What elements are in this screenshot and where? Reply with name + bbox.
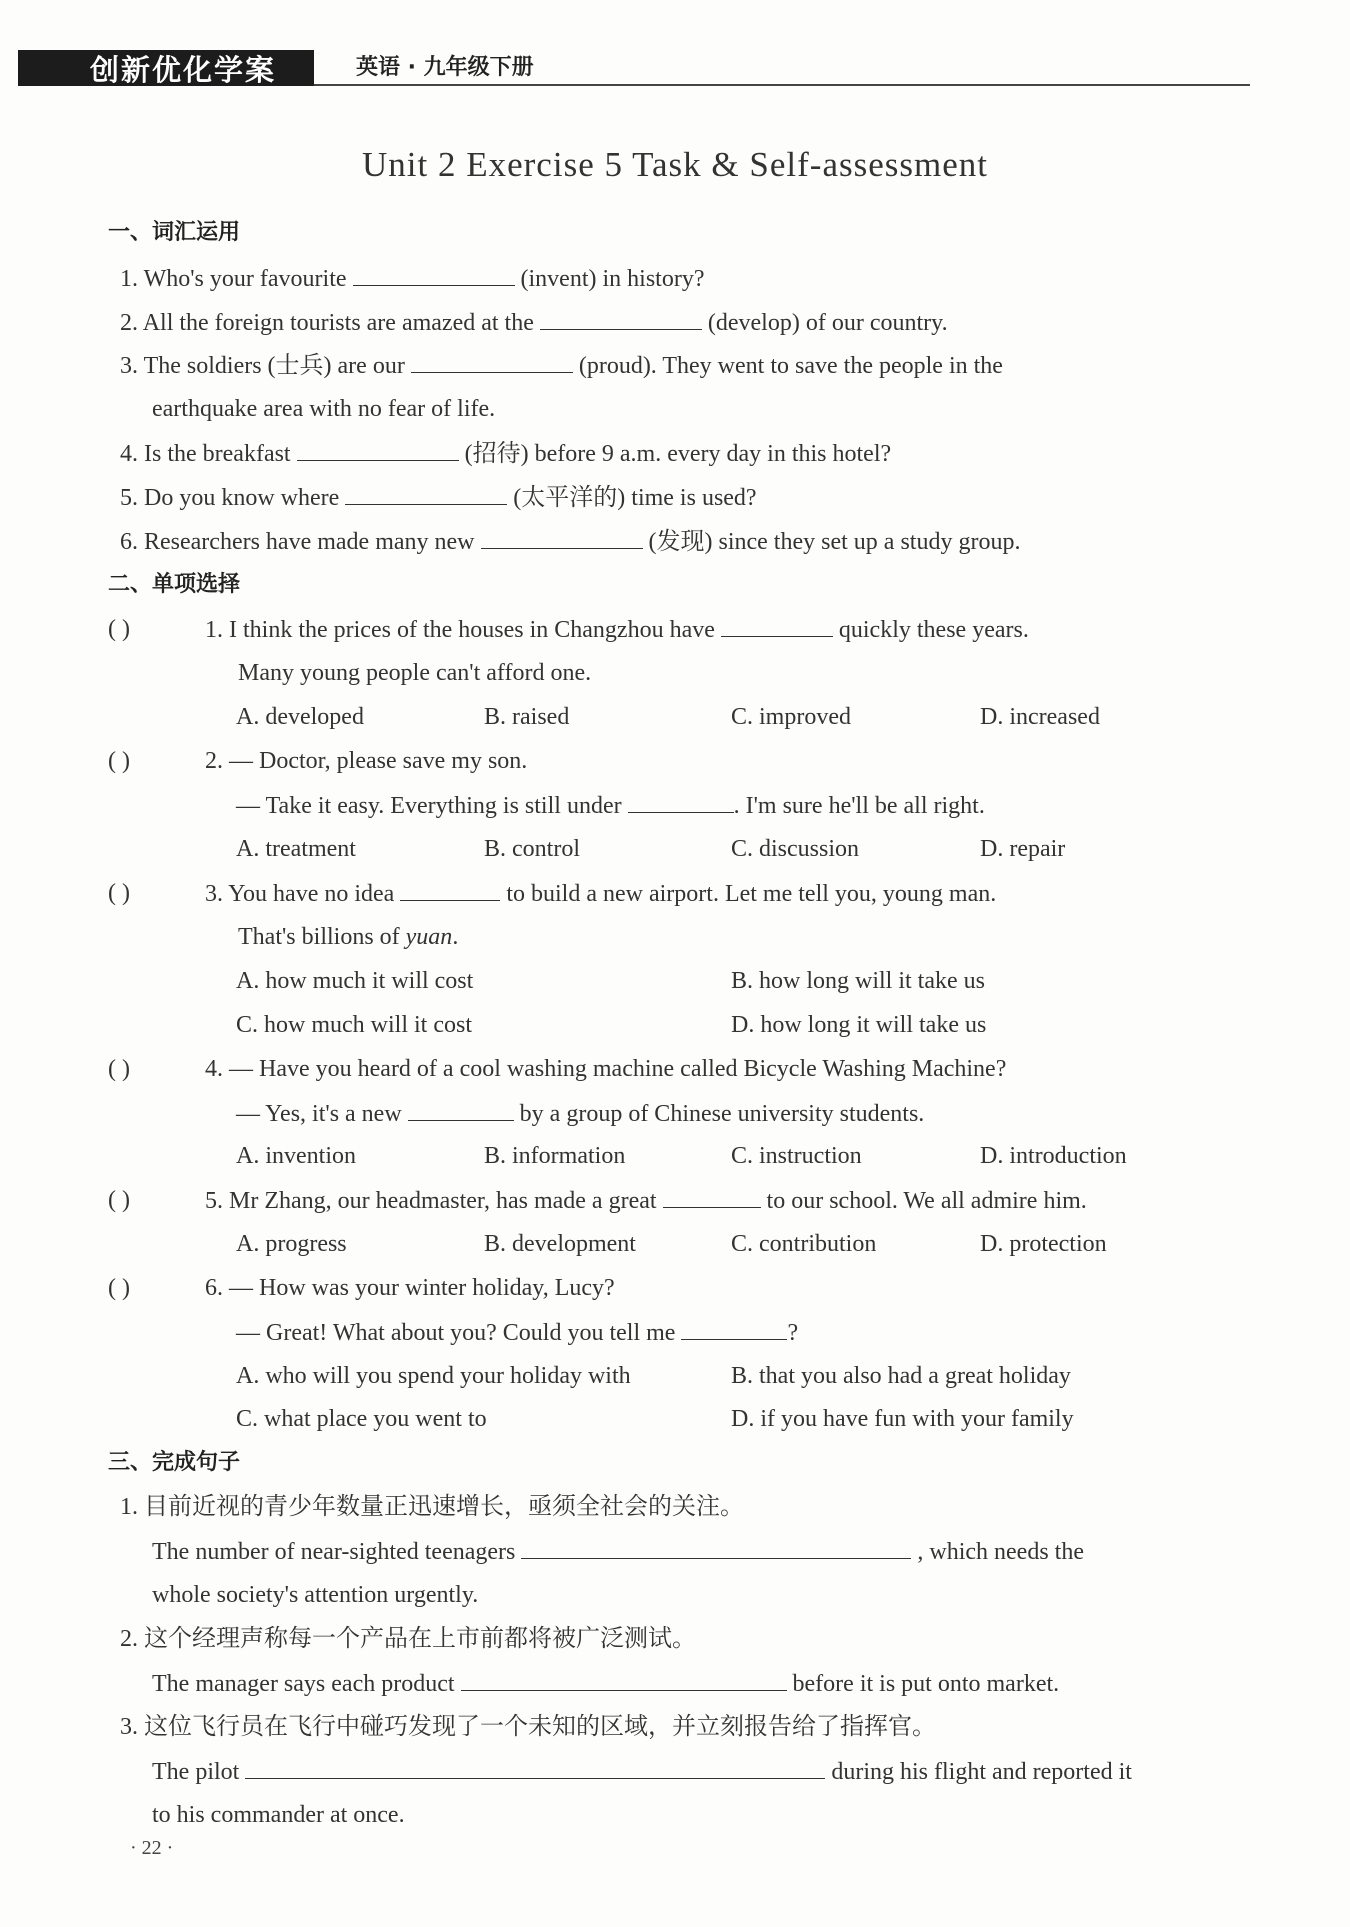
- vocab-item-1: 1. Who's your favourite (invent) in history?: [120, 263, 704, 294]
- page-number: · 22 ·: [130, 1837, 174, 1859]
- header-banner: [18, 50, 314, 86]
- option-d: D. how long it will take us: [731, 1012, 987, 1038]
- mc-question-4-cont: — Yes, it's a new by a group of Chinese university students.: [236, 1098, 924, 1129]
- option-b: B. information: [484, 1143, 626, 1169]
- answer-blank[interactable]: [245, 1756, 825, 1779]
- answer-bracket[interactable]: ( ): [108, 1056, 130, 1082]
- subject-label: 英语 · 九年级下册: [356, 55, 534, 80]
- option-c: C. what place you went to: [236, 1406, 487, 1432]
- section-heading-vocabulary: 一、词汇运用: [108, 220, 241, 245]
- mc-question-2: 2. — Doctor, please save my son.: [205, 748, 528, 774]
- section-heading-multiple-choice: 二、单项选择: [108, 572, 241, 597]
- answer-blank: [721, 614, 833, 637]
- sentence-item-3-en: The pilot during his flight and reported it: [152, 1756, 1132, 1787]
- answer-blank[interactable]: [540, 307, 702, 330]
- answer-blank[interactable]: [411, 350, 573, 373]
- mc-question-4: 4. — Have you heard of a cool washing machine called Bicycle Washing Machine?: [205, 1056, 1007, 1082]
- answer-blank[interactable]: [481, 526, 643, 549]
- option-c: C. discussion: [731, 836, 860, 862]
- option-d: D. if you have fun with your family: [731, 1406, 1074, 1432]
- option-d: D. introduction: [980, 1143, 1127, 1169]
- sentence-item-2-cn: 2. 这个经理声称每一个产品在上市前都将被广泛测试。: [120, 1626, 696, 1652]
- answer-blank: [663, 1185, 761, 1208]
- answer-blank[interactable]: [353, 263, 515, 286]
- mc-question-6: 6. — How was your winter holiday, Lucy?: [205, 1275, 615, 1301]
- option-d: D. repair: [980, 836, 1066, 862]
- option-d: D. increased: [980, 704, 1100, 730]
- answer-blank[interactable]: [461, 1668, 787, 1691]
- mc-question-1-cont: Many young people can't afford one.: [238, 660, 592, 686]
- sentence-item-1-cont: whole society's attention urgently.: [152, 1582, 479, 1608]
- section-heading-complete-sentences: 三、完成句子: [108, 1450, 241, 1475]
- sentence-item-1-en: The number of near-sighted teenagers , which needs the: [152, 1536, 1084, 1567]
- mc-question-2-cont: — Take it easy. Everything is still under . I'm sure he'll be all right.: [236, 790, 985, 821]
- vocab-item-2: 2. All the foreign tourists are amazed at the (develop) of our country.: [120, 307, 948, 338]
- sentence-item-1-cn: 1. 目前近视的青少年数量正迅速增长，亟须全社会的关注。: [120, 1494, 744, 1520]
- vocab-item-3: 3. The soldiers (士兵) are our (proud). They went to save the people in the: [120, 350, 1003, 381]
- header-rule: [314, 84, 1250, 86]
- option-d: D. protection: [980, 1231, 1107, 1257]
- page-title: Unit 2 Exercise 5 Task & Self-assessment: [362, 145, 988, 184]
- option-b: B. development: [484, 1231, 636, 1257]
- mc-question-3: 3. You have no idea to build a new airport. Let me tell you, young man.: [205, 878, 996, 909]
- option-c: C. contribution: [731, 1231, 877, 1257]
- option-a: A. who will you spend your holiday with: [236, 1363, 631, 1389]
- sentence-item-2-en: The manager says each product before it is put onto market.: [152, 1668, 1059, 1699]
- option-b: B. how long will it take us: [731, 968, 985, 994]
- option-a: A. how much it will cost: [236, 968, 474, 994]
- option-c: C. improved: [731, 704, 851, 730]
- answer-blank: [408, 1098, 514, 1121]
- sentence-item-3-cont: to his commander at once.: [152, 1802, 405, 1828]
- option-b: B. raised: [484, 704, 570, 730]
- option-a: A. treatment: [236, 836, 356, 862]
- vocab-item-6: 6. Researchers have made many new (发现) since they set up a study group.: [120, 526, 1020, 557]
- option-c: C. instruction: [731, 1143, 862, 1169]
- option-a: A. developed: [236, 704, 364, 730]
- option-c: C. how much will it cost: [236, 1012, 472, 1038]
- mc-question-6-cont: — Great! What about you? Could you tell me ?: [236, 1317, 798, 1348]
- option-a: A. progress: [236, 1231, 347, 1257]
- sentence-item-3-cn: 3. 这位飞行员在飞行中碰巧发现了一个未知的区域，并立刻报告给了指挥官。: [120, 1714, 936, 1740]
- option-b: B. that you also had a great holiday: [731, 1363, 1071, 1389]
- option-a: A. invention: [236, 1143, 356, 1169]
- answer-bracket[interactable]: ( ): [108, 1275, 130, 1301]
- mc-question-3-cont: That's billions of yuan.: [238, 924, 459, 950]
- answer-blank[interactable]: [297, 438, 459, 461]
- answer-blank: [681, 1317, 787, 1340]
- answer-bracket[interactable]: ( ): [108, 880, 130, 906]
- answer-blank: [628, 790, 734, 813]
- mc-question-1: 1. I think the prices of the houses in Changzhou have quickly these years.: [205, 614, 1029, 645]
- mc-question-5: 5. Mr Zhang, our headmaster, has made a great to our school. We all admire him.: [205, 1185, 1087, 1216]
- book-logo: 创新优化学案: [90, 52, 277, 87]
- answer-bracket[interactable]: ( ): [108, 1187, 130, 1213]
- vocab-item-4: 4. Is the breakfast (招待) before 9 a.m. every day in this hotel?: [120, 438, 891, 469]
- answer-blank: [400, 878, 500, 901]
- vocab-item-5: 5. Do you know where (太平洋的) time is used?: [120, 482, 757, 513]
- vocab-item-3-cont: earthquake area with no fear of life.: [152, 396, 496, 422]
- option-b: B. control: [484, 836, 580, 862]
- answer-bracket[interactable]: ( ): [108, 748, 130, 774]
- answer-blank[interactable]: [521, 1536, 911, 1559]
- answer-blank[interactable]: [345, 482, 507, 505]
- answer-bracket[interactable]: ( ): [108, 616, 130, 642]
